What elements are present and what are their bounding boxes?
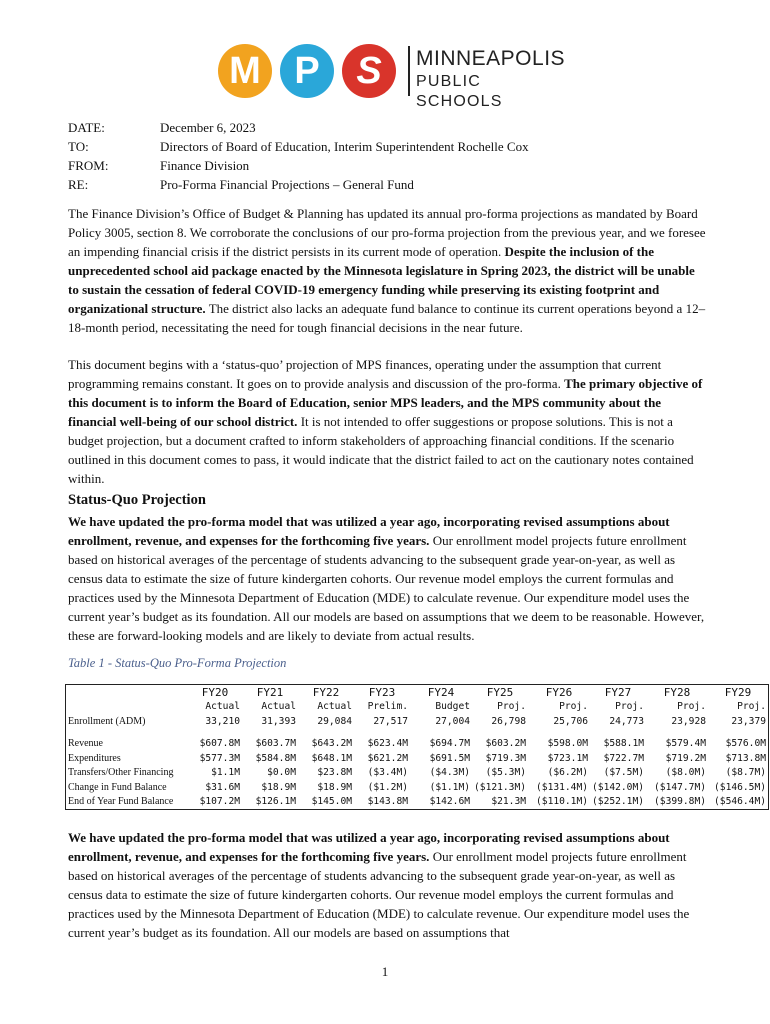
table-cell: $719.2M	[665, 752, 706, 764]
table-caption: Table 1 - Status-Quo Pro-Forma Projection	[68, 656, 287, 670]
table-cell: ($252.1M)	[592, 796, 644, 808]
table-cell: $643.2M	[311, 738, 352, 750]
memo-to-row	[68, 137, 529, 156]
year-header: FY26	[545, 685, 573, 699]
memo-to-label: TO:	[68, 139, 89, 154]
table-cell: ($147.7M)	[654, 781, 706, 793]
memo-date-row	[68, 118, 529, 137]
row-label: Change in Fund Balance	[68, 781, 167, 793]
memo-from: Finance Division	[160, 158, 250, 173]
year-header: FY29	[724, 685, 752, 699]
memo-re: Pro-Forma Financial Projections – General Fund	[160, 177, 414, 192]
logo-p-circle: P	[280, 44, 334, 98]
model-repeat-bold-text: We have updated the pro-forma model that was utilized a year ago, incorporating revised assumptions about enrollment, revenue, and expenses for the forthcoming five years.	[68, 830, 670, 864]
model-repeat-text: Our enrollment model projects future enrollment based on historical averages of the percentage of students advancing to the subsequent grade year-on-year, as well as census data to estimate the size of future kindergarten cohorts. Our revenue model employs the current formulas and practices used by the Minnesota Department of Education (MDE) to calculate revenue. Our expenditure model uses the current year’s budget as its foundation. All our models are based on assumptions that	[68, 849, 690, 940]
status-header: Budget	[435, 701, 470, 713]
model-text: Our enrollment model projects future enrollment based on historical averages of the percentage of students advancing to the subsequent grade year-on-year, as well as census data to estimate the size of future kindergarten cohorts. Our revenue model employs the current formulas and practices used by the Minnesota Department of Education (MDE) to calculate revenue. Our expenditure model uses the current year’s budget as its foundation. All our models are based on assumptions that we deem to be reasonable. However, these are forward-looking models and are likely to deviate from actual results.	[68, 533, 705, 643]
table-cell: $621.2M	[367, 752, 408, 764]
table-spacer-row	[66, 729, 769, 737]
status-header: Proj.	[737, 701, 766, 713]
table-cell: $598.0M	[547, 738, 588, 750]
intro-text: The Finance Division’s Office of Budget & Planning has updated its annual pro-forma projections as mandated by Board Policy 3005, section 8. We corroborate the conclusions of our pro-forma projection from the previous year, and we foresee an impending financial crisis if the district persists in its current mode of operation.	[68, 206, 706, 259]
purpose-bold-text: The primary objective of this document is to inform the Board of Education, senior MPS leaders, and the MPS community about the financial well-being of our school district.	[68, 376, 703, 429]
table-cell: $691.5M	[429, 752, 470, 764]
table-cell: ($131.4M)	[536, 781, 588, 793]
table-cell: $142.6M	[429, 796, 470, 808]
table-cell: $579.4M	[665, 738, 706, 750]
year-header: FY21	[256, 685, 284, 699]
memo-from-label: FROM:	[68, 158, 109, 173]
projection-table	[65, 684, 769, 810]
table-cell: ($4.3M)	[429, 767, 470, 779]
table-cell: ($146.5M)	[714, 781, 766, 793]
row-label: Expenditures	[68, 752, 121, 764]
table-cell: $21.3M	[491, 796, 526, 808]
table-corner-cell	[66, 685, 189, 700]
table-row	[66, 714, 769, 729]
table-cell: 23,928	[671, 715, 706, 727]
year-header: FY23	[368, 685, 396, 699]
logo-subtitle: PUBLIC SCHOOLS	[416, 73, 503, 110]
table-empty-cell	[66, 700, 189, 715]
page-number: 1	[381, 964, 389, 979]
logo-s-circle: S	[342, 44, 396, 98]
year-header: FY22	[312, 685, 340, 699]
year-header: FY20	[201, 685, 229, 699]
status-header: Actual	[317, 701, 352, 713]
memo-from-row	[68, 156, 529, 175]
model-paragraph-repeat	[68, 828, 708, 942]
table-cell: 24,773	[609, 715, 644, 727]
table-cell: ($1.1M)	[429, 781, 470, 793]
model-paragraph	[68, 512, 708, 645]
table-status-row	[66, 700, 769, 715]
purpose-text: This document begins with a ‘status-quo’ projection of MPS finances, operating under the assumption that current programming remains constant. It goes on to provide analysis and discussion of the pro-forma.	[68, 357, 662, 391]
intro-bold-text: Despite the inclusion of the unprecedented school aid package enacted by the Minnesota legislature in Spring 2023, the district will be unable to sustain the cessation of federal COVID-19 emergency funding while preserving its existing footprint and organizational structure.	[68, 244, 695, 316]
table-cell: $719.3M	[485, 752, 526, 764]
table-cell: ($5.3M)	[485, 767, 526, 779]
table-cell: 26,798	[491, 715, 526, 727]
table-cell: $126.1M	[255, 796, 296, 808]
table-cell: $584.8M	[255, 752, 296, 764]
logo-divider	[408, 46, 410, 96]
table-cell: ($6.2M)	[547, 767, 588, 779]
table-row	[66, 780, 769, 795]
table-cell: $713.8M	[725, 752, 766, 764]
table-cell: $31.6M	[205, 781, 240, 793]
table-cell: $577.3M	[199, 752, 240, 764]
table-cell: ($110.1M)	[536, 796, 588, 808]
model-bold-text: We have updated the pro-forma model that was utilized a year ago, incorporating revised assumptions about enrollment, revenue, and expenses for the forthcoming five years.	[68, 514, 670, 548]
table-cell: $722.7M	[603, 752, 644, 764]
status-header: Proj.	[615, 701, 644, 713]
status-header: Proj.	[677, 701, 706, 713]
table-cell: $18.9M	[261, 781, 296, 793]
year-header: FY24	[427, 685, 455, 699]
table-cell: $648.1M	[311, 752, 352, 764]
table-cell: 27,004	[435, 715, 470, 727]
table-cell: ($3.4M)	[367, 767, 408, 779]
table-cell: $723.1M	[547, 752, 588, 764]
table-spacer-cell	[66, 729, 769, 737]
section-heading: Status-Quo Projection	[68, 492, 206, 508]
table-cell: 31,393	[261, 715, 296, 727]
table-cell: $143.8M	[367, 796, 408, 808]
row-label: Transfers/Other Financing	[68, 767, 174, 779]
status-header: Proj.	[497, 701, 526, 713]
table-cell: ($142.0M)	[592, 781, 644, 793]
table-cell: $588.1M	[603, 738, 644, 750]
table-cell: $607.8M	[199, 738, 240, 750]
table-row	[66, 795, 769, 810]
memo-to: Directors of Board of Education, Interim Superintendent Rochelle Cox	[160, 139, 529, 154]
table-row	[66, 751, 769, 766]
table-cell: $23.8M	[317, 767, 352, 779]
table-cell: ($399.8M)	[654, 796, 706, 808]
logo-m-circle: M	[218, 44, 272, 98]
row-label: Enrollment (ADM)	[68, 715, 146, 727]
table-cell: 25,706	[553, 715, 588, 727]
table-cell: $694.7M	[429, 738, 470, 750]
table-row	[66, 737, 769, 752]
logo-name: MINNEAPOLIS	[416, 47, 566, 70]
memo-re-label: RE:	[68, 177, 89, 192]
table-cell: ($121.3M)	[474, 781, 526, 793]
table-year-row	[66, 685, 769, 700]
table-cell: ($8.7M)	[725, 767, 766, 779]
table-cell: $145.0M	[311, 796, 352, 808]
table-cell: ($1.2M)	[367, 781, 408, 793]
mps-logo	[218, 44, 566, 110]
table-cell: 27,517	[373, 715, 408, 727]
table-cell: $0.0M	[267, 767, 296, 779]
table-cell: $603.2M	[485, 738, 526, 750]
table-cell: $1.1M	[211, 767, 240, 779]
status-header: Prelim.	[367, 701, 408, 713]
table-row	[66, 766, 769, 781]
row-label: Revenue	[68, 738, 103, 750]
table-cell: $603.7M	[255, 738, 296, 750]
status-header: Actual	[205, 701, 240, 713]
purpose-text-end: It is not intended to offer suggestions or propose solutions. This is not a budget projection, but a document crafted to inform stakeholders of approaching financial conditions. If the scenario outlined in this document comes to pass, it would indicate that the district failed to act on the cautionary notes contained within.	[68, 414, 694, 486]
table-cell: 29,084	[317, 715, 352, 727]
table-cell: $18.9M	[317, 781, 352, 793]
table-cell: 33,210	[205, 715, 240, 727]
year-header: FY27	[604, 685, 632, 699]
intro-paragraph	[68, 204, 708, 337]
memo-date: December 6, 2023	[160, 120, 256, 135]
intro-text-end: The district also lacks an adequate fund balance to continue its current operations beyond a 12–18-month period, necessitating the need for tough financial decisions in the near future.	[68, 301, 706, 335]
row-label: End of Year Fund Balance	[68, 796, 174, 808]
memo-header	[68, 118, 529, 194]
table-cell: $576.0M	[725, 738, 766, 750]
status-header: Actual	[261, 701, 296, 713]
table-cell: ($8.0M)	[665, 767, 706, 779]
memo-re-row	[68, 175, 529, 194]
table-cell: ($546.4M)	[714, 796, 766, 808]
memo-date-label: DATE:	[68, 120, 105, 135]
table-cell: ($7.5M)	[603, 767, 644, 779]
table-cell: 23,379	[731, 715, 766, 727]
status-header: Proj.	[559, 701, 588, 713]
table-cell: $107.2M	[199, 796, 240, 808]
year-header: FY28	[663, 685, 691, 699]
table-cell: $623.4M	[367, 738, 408, 750]
year-header: FY25	[486, 685, 514, 699]
purpose-paragraph	[68, 355, 708, 488]
